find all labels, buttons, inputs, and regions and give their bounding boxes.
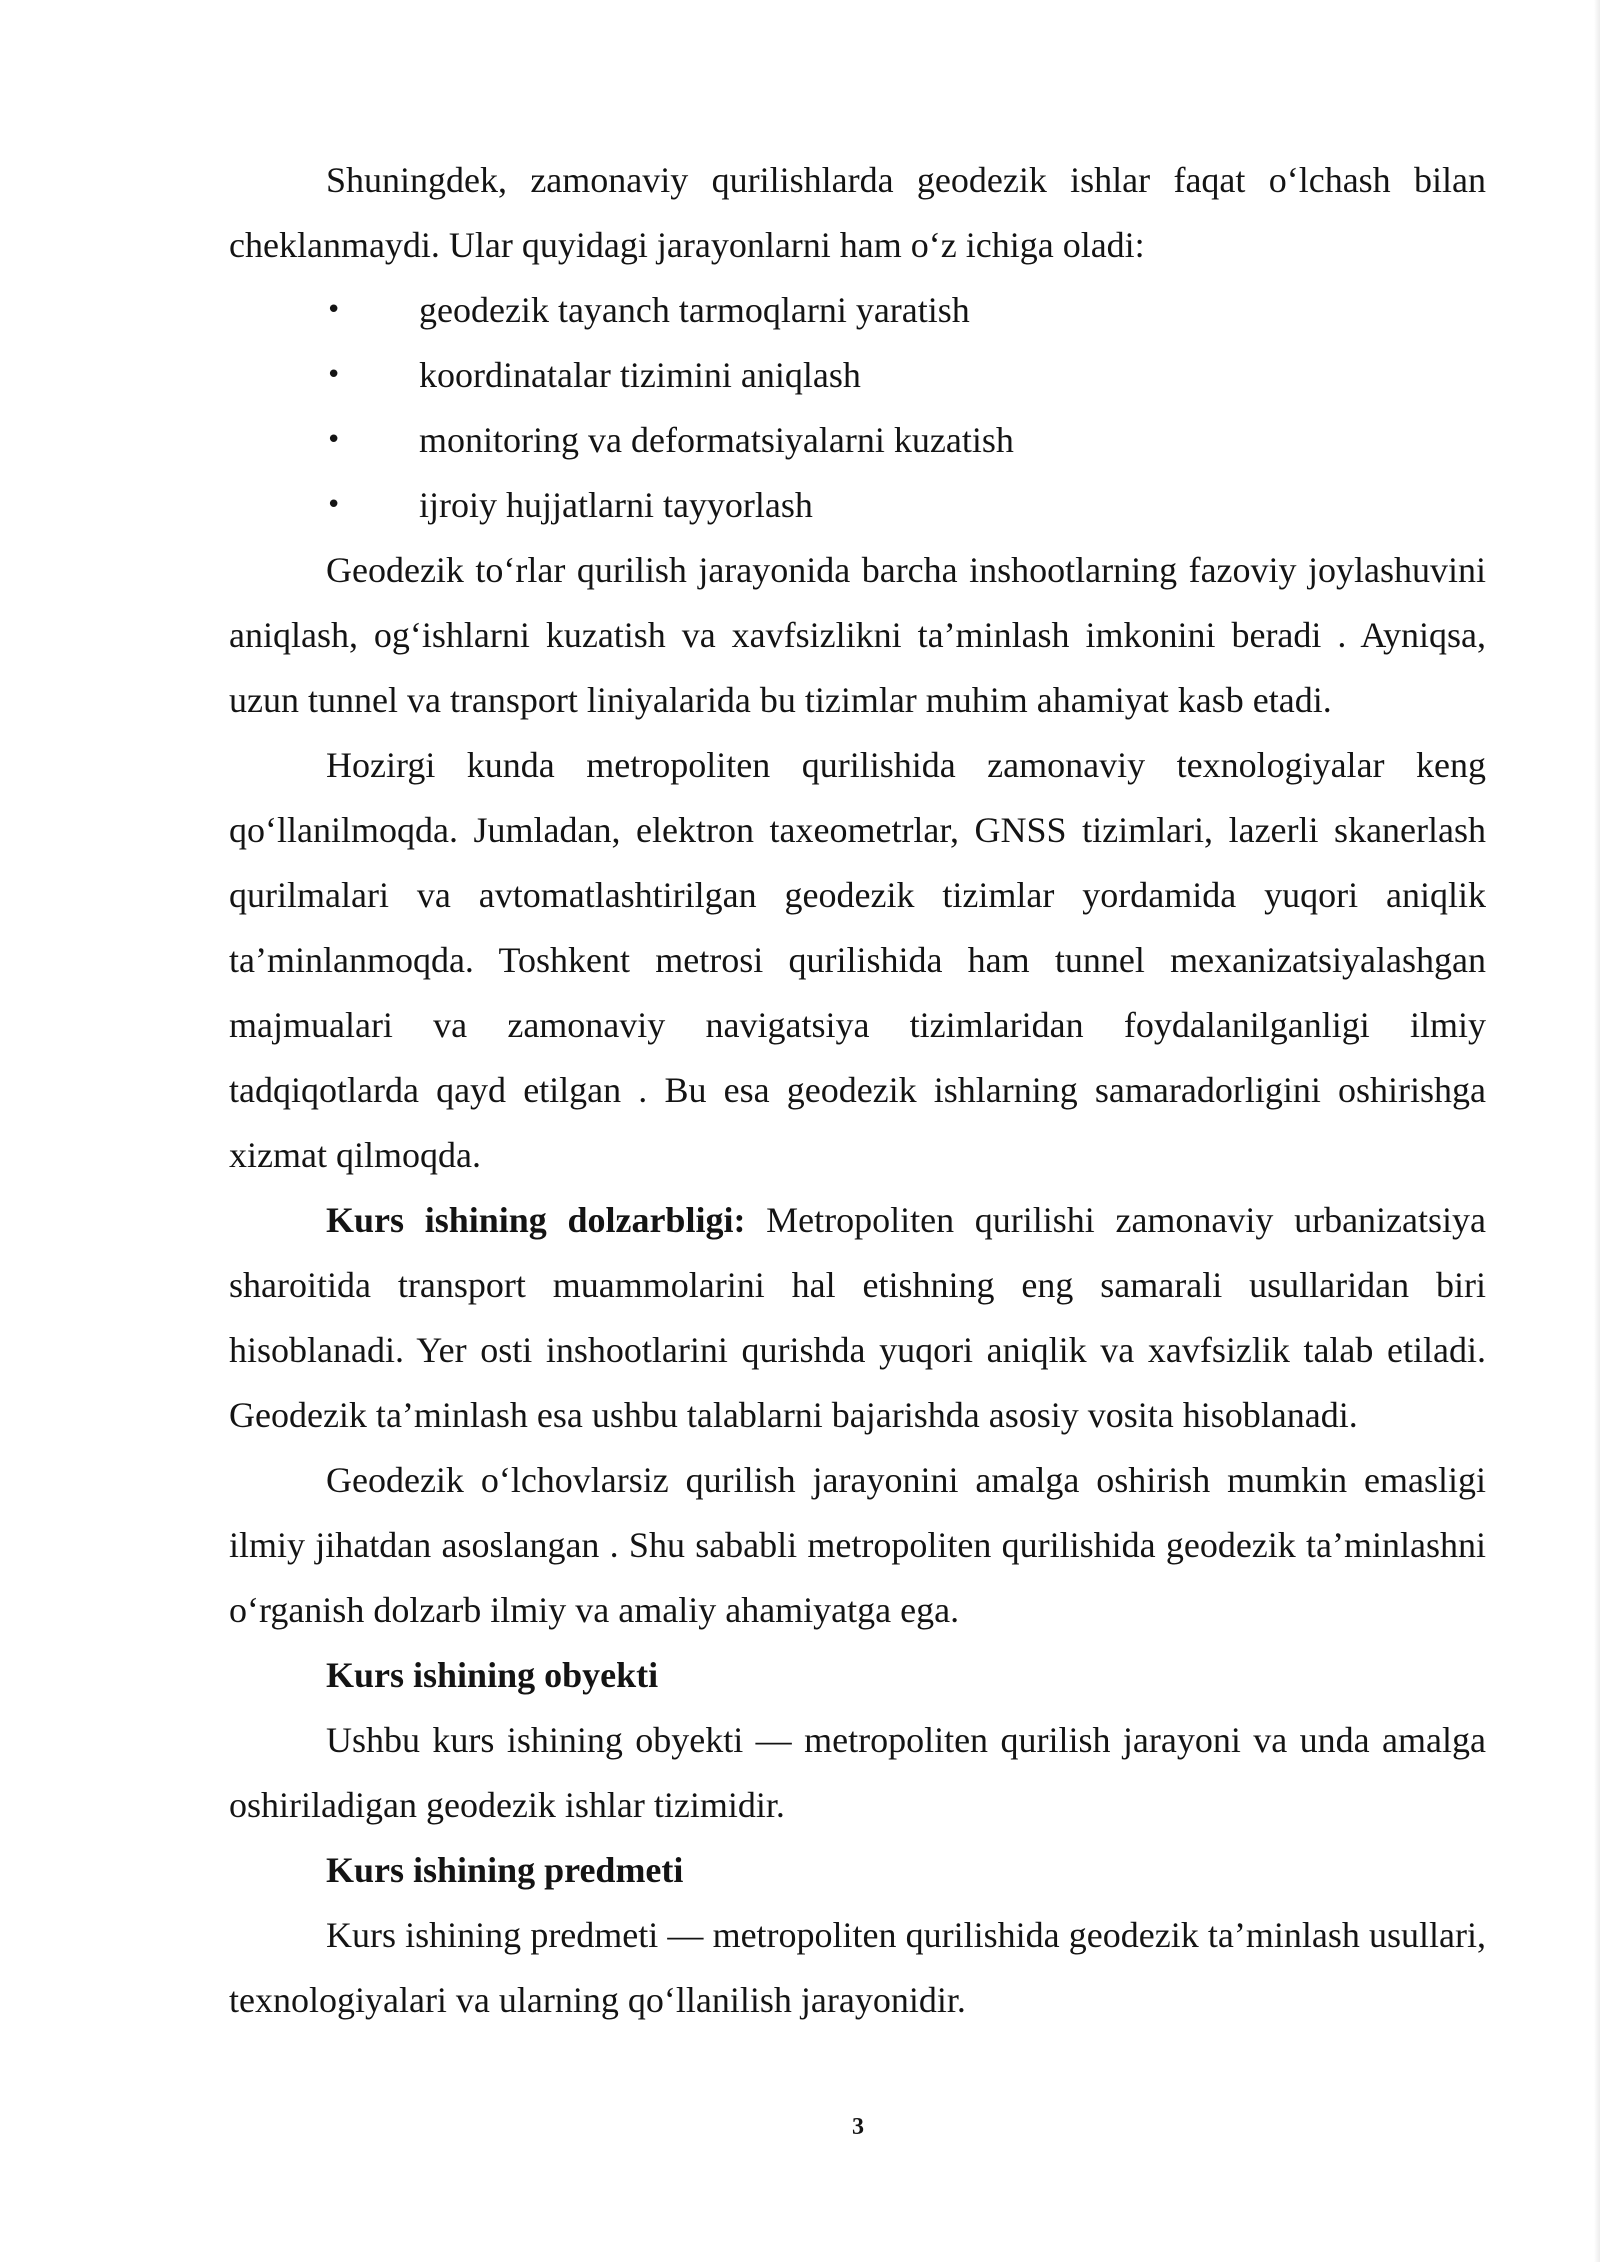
relevance-text: Metropoliten qurilishi zamonaviy urbanizatsiya sharoitida transport muammolarini hal etishning eng samarali usullaridan biri hisoblanadi. Yer osti inshootlarini qurishda yuqori aniqlik va xavfsizlik talab etiladi. Geodezik ta’minlash esa ushbu talablarni bajarishda asosiy vosita hisoblanadi. bbox=[229, 1200, 1486, 1435]
bullet-icon: • bbox=[326, 360, 342, 390]
intro-paragraph: Shuningdek, zamonaviy qurilishlarda geodezik ishlar faqat o‘lchash bilan cheklanmaydi. Ular quyidagi jarayonlarni ham o‘z ichiga oladi: bbox=[229, 160, 1486, 265]
object-paragraph: Ushbu kurs ishining obyekti — metropoliten qurilish jarayoni va unda amalga oshiriladigan geodezik ishlar tizimidir. bbox=[229, 1720, 1486, 1825]
document-body bbox=[229, 148, 1486, 2033]
page-edge-shadow bbox=[1594, 0, 1600, 2262]
list-item bbox=[229, 343, 1486, 408]
list-item-text: geodezik tayanch tarmoqlarni yaratish bbox=[419, 290, 970, 330]
subject-heading: Kurs ishining predmeti bbox=[326, 1850, 684, 1890]
bullet-icon: • bbox=[326, 425, 342, 455]
bullet-icon: • bbox=[326, 295, 342, 325]
list-item-text: koordinatalar tizimini aniqlash bbox=[419, 355, 861, 395]
list-item bbox=[229, 408, 1486, 473]
list-item-text: ijroiy hujjatlarni tayyorlash bbox=[419, 485, 813, 525]
relevance-label: Kurs ishining dolzarbligi: bbox=[326, 1200, 746, 1240]
measurements-paragraph: Geodezik o‘lchovlarsiz qurilish jarayonini amalga oshirish mumkin emasligi ilmiy jihatdan asoslangan . Shu sababli metropoliten qurilishida geodezik ta’minlashni o‘rganish dolzarb ilmiy va amaliy ahamiyatga ega. bbox=[229, 1460, 1486, 1630]
page-number: 3 bbox=[852, 2114, 864, 2140]
list-item-text: monitoring va deformatsiyalarni kuzatish bbox=[419, 420, 1014, 460]
bullet-icon: • bbox=[326, 490, 342, 520]
list-item bbox=[229, 278, 1486, 343]
list-item bbox=[229, 473, 1486, 538]
technologies-paragraph: Hozirgi kunda metropoliten qurilishida zamonaviy texnologiyalar keng qo‘llanilmoqda. Jumladan, elektron taxeometrlar, GNSS tizimlari, lazerli skanerlash qurilmalari va avtomatlashtirilgan geodezik tizimlar yordamida yuqori aniqlik ta’minlanmoqda. Toshkent metrosi qurilishida ham tunnel mexanizatsiyalashgan majmualari va zamonaviy navigatsiya tizimlaridan foydalanilganligi ilmiy tadqiqotlarda qayd etilgan . Bu esa geodezik ishlarning samaradorligini oshirishga xizmat qilmoqda. bbox=[229, 745, 1486, 1175]
object-heading: Kurs ishining obyekti bbox=[326, 1655, 659, 1695]
subject-paragraph: Kurs ishining predmeti — metropoliten qurilishida geodezik ta’minlash usullari, texnologiyalari va ularning qo‘llanilish jarayonidir. bbox=[229, 1915, 1486, 2020]
bullet-list bbox=[229, 278, 1486, 538]
relevance-paragraph bbox=[229, 1188, 1486, 1448]
networks-paragraph: Geodezik to‘rlar qurilish jarayonida barcha inshootlarning fazoviy joylashuvini aniqlash, og‘ishlarni kuzatish va xavfsizlikni ta’minlash imkonini beradi . Ayniqsa, uzun tunnel va transport liniyalarida bu tizimlar muhim ahamiyat kasb etadi. bbox=[229, 550, 1486, 720]
